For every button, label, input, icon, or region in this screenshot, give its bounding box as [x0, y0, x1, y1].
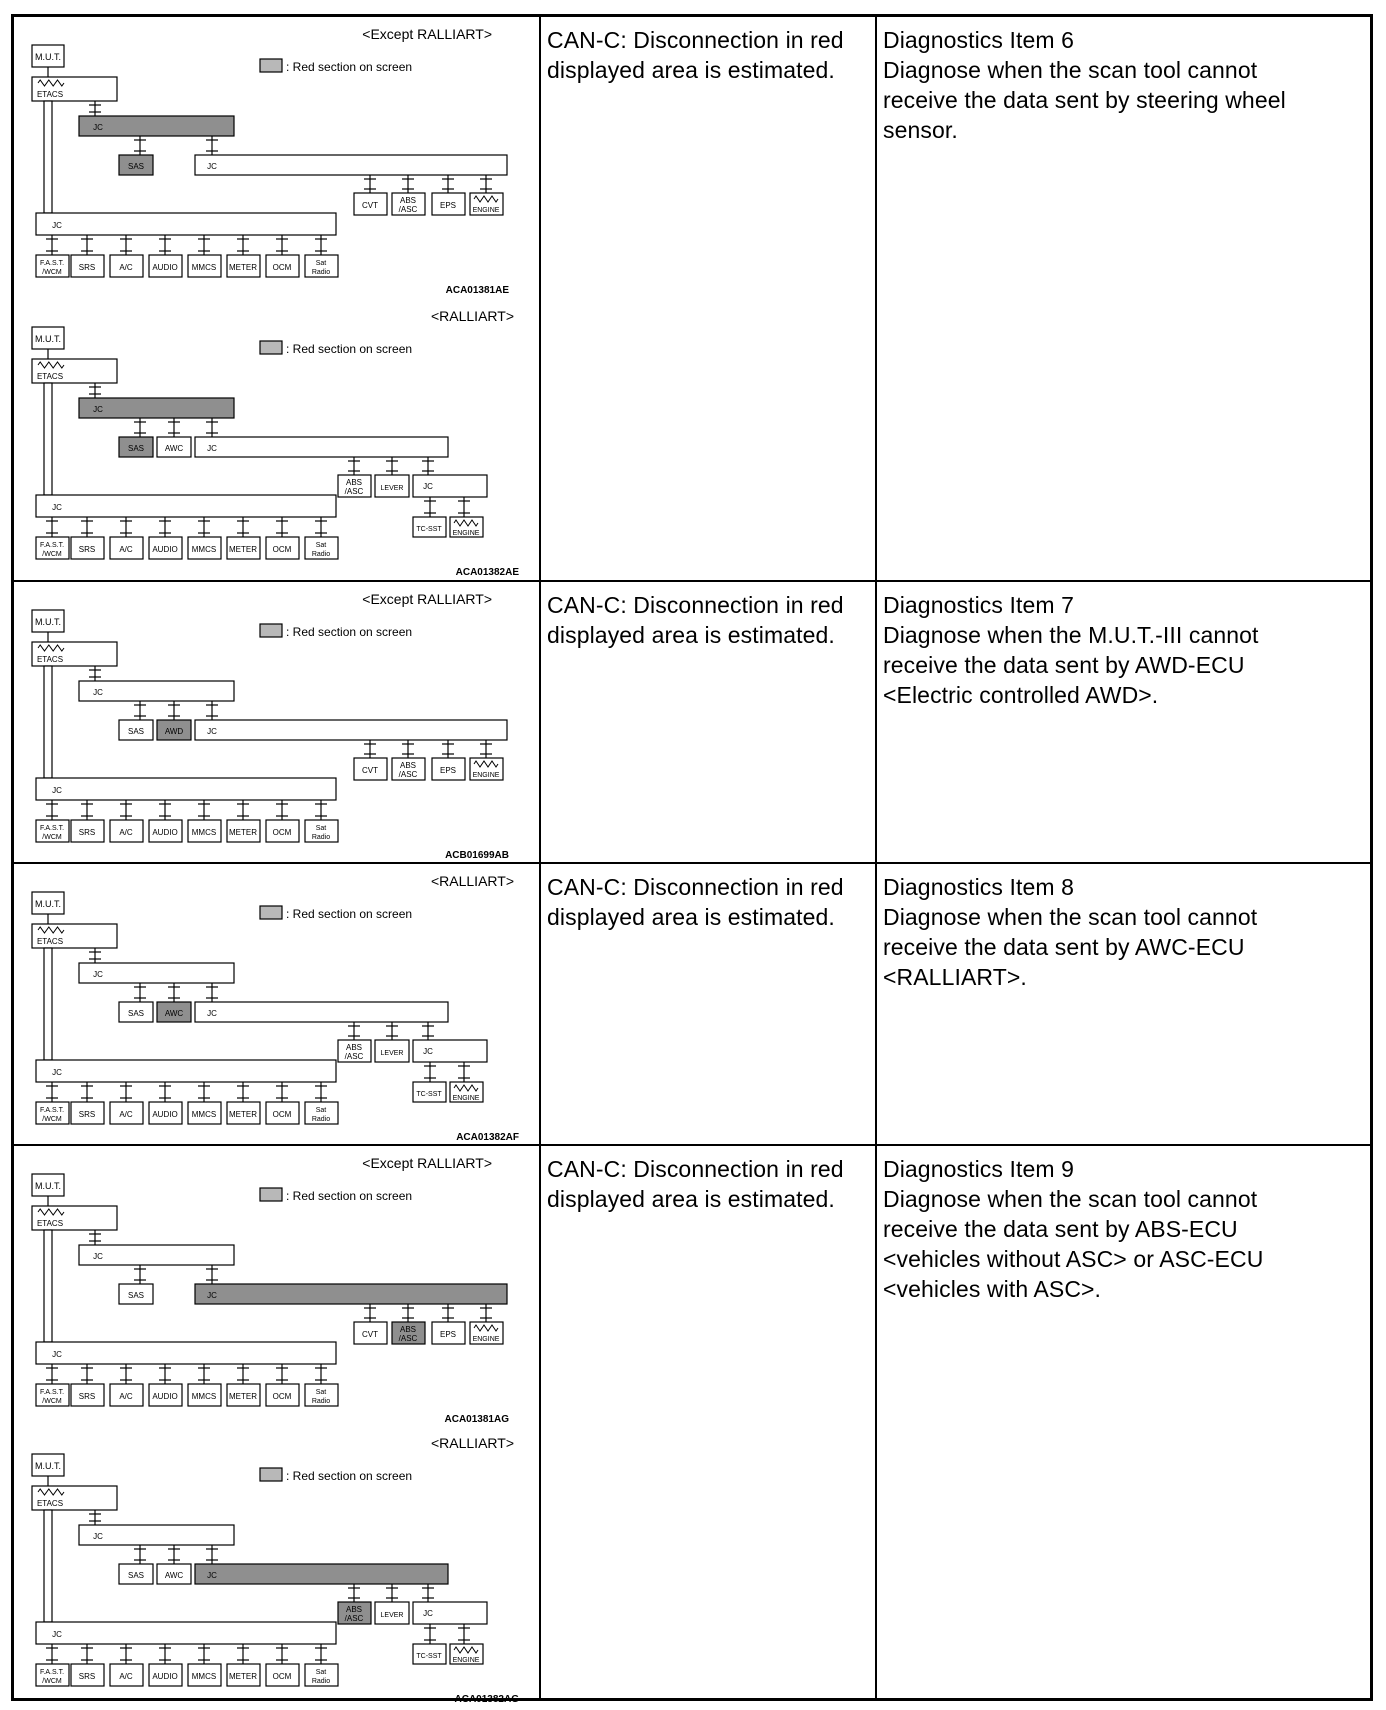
fast-label: F.A.S.T.	[39, 825, 65, 832]
ocm-label: OCM	[272, 1672, 292, 1681]
abs-label: /ASC	[344, 487, 364, 496]
jc-bottom-box	[36, 213, 336, 235]
jc-label: JC	[207, 1571, 217, 1580]
sat-label: Radio	[311, 1116, 331, 1123]
fast-label: /WCM	[42, 1678, 62, 1685]
fast-label: /WCM	[42, 1398, 62, 1405]
legend-text: : Red section on screen	[286, 60, 413, 74]
meter-label: METER	[229, 545, 257, 554]
jc-label: JC	[93, 123, 103, 132]
can-diagram	[14, 582, 541, 862]
status-text: CAN-C: Disconnection in red	[547, 1156, 844, 1182]
sas-label: SAS	[127, 1009, 145, 1018]
engine-label: ENGINE	[452, 1095, 480, 1102]
abs-label: ABS	[345, 1043, 363, 1052]
etacs-label: ETACS	[36, 1219, 64, 1228]
can-diagram	[14, 1426, 541, 1706]
audio-label: AUDIO	[152, 828, 178, 837]
legend-swatch	[260, 1188, 282, 1201]
item-text: Diagnose when the scan tool cannot	[883, 1186, 1258, 1212]
mmcs-label: MMCS	[191, 1672, 217, 1681]
engine-label: ENGINE	[472, 772, 500, 779]
jc-bottom-box	[36, 1060, 336, 1082]
legend-swatch	[260, 341, 282, 354]
sas-label: SAS	[127, 162, 145, 171]
awd-label: AWC	[164, 1571, 184, 1580]
jc-label: JC	[52, 503, 62, 512]
srs-label: SRS	[78, 1392, 96, 1401]
item-text: <RALLIART>.	[883, 964, 1027, 990]
etacs-label: ETACS	[36, 655, 64, 664]
legend-text: : Red section on screen	[286, 342, 413, 356]
sat-label: Radio	[311, 1398, 331, 1405]
ac-label: A/C	[119, 545, 133, 554]
jc-label: JC	[93, 1532, 103, 1541]
status-text: CAN-C: Disconnection in red	[547, 592, 844, 618]
ac-label: A/C	[119, 1392, 133, 1401]
backbone-bus	[44, 948, 52, 1060]
sat-label: Radio	[311, 1678, 331, 1685]
can-diagram	[14, 864, 541, 1144]
item-text: Diagnose when the M.U.T.-III cannot	[883, 622, 1259, 648]
ocm-label: OCM	[272, 1110, 292, 1119]
item-title: Diagnostics Item 7	[883, 592, 1074, 618]
cvt-label: CVT	[362, 766, 378, 775]
legend-swatch	[260, 624, 282, 637]
can-diagram	[14, 1146, 541, 1426]
engine-label: ENGINE	[452, 1657, 480, 1664]
ac-label: A/C	[119, 1110, 133, 1119]
sat-label: Sat	[315, 1389, 327, 1396]
backbone-bus	[44, 1510, 52, 1622]
sas-label: SAS	[127, 444, 145, 453]
abs-label: /ASC	[398, 770, 418, 779]
diagram-caption: <RALLIART>	[430, 308, 514, 324]
fast-label: F.A.S.T.	[39, 1107, 65, 1114]
jc-mid-box	[195, 155, 507, 175]
item-text: <Electric controlled AWD>.	[883, 682, 1159, 708]
tcsst-label: TC-SST	[416, 1091, 442, 1098]
item-text: Diagnose when the scan tool cannot	[883, 904, 1258, 930]
fast-label: F.A.S.T.	[39, 1669, 65, 1676]
table-row	[14, 864, 1370, 1146]
jc-label: JC	[207, 444, 217, 453]
fast-label: /WCM	[42, 269, 62, 276]
status-cell	[541, 1146, 877, 1698]
item-title: Diagnostics Item 8	[883, 874, 1074, 900]
jc-label: JC	[52, 1068, 62, 1077]
jc-mid-box	[195, 720, 507, 740]
status-cell	[541, 17, 877, 580]
abs-label: /ASC	[344, 1052, 364, 1061]
legend-swatch	[260, 59, 282, 72]
status-text: displayed area is estimated.	[547, 904, 835, 930]
fast-label: /WCM	[42, 1116, 62, 1123]
sat-label: Radio	[311, 269, 331, 276]
jc-mid-box	[195, 1564, 448, 1584]
ocm-label: OCM	[272, 828, 292, 837]
sat-label: Sat	[315, 1669, 327, 1676]
jc-label: JC	[207, 162, 217, 171]
jc-bottom-box	[36, 778, 336, 800]
status-text: CAN-C: Disconnection in red	[547, 27, 844, 53]
fast-label: F.A.S.T.	[39, 260, 65, 267]
sat-label: Radio	[311, 834, 331, 841]
jc-bottom-box	[36, 1622, 336, 1644]
jc-label: JC	[93, 970, 103, 979]
sat-label: Sat	[315, 542, 327, 549]
jc-bottom-box	[36, 1342, 336, 1364]
jc-label: JC	[207, 1009, 217, 1018]
status-text: displayed area is estimated.	[547, 1186, 835, 1212]
item-text: Diagnose when the scan tool cannot	[883, 57, 1258, 83]
diagnostics-table	[11, 14, 1373, 1705]
sas-label: SAS	[127, 1291, 145, 1300]
meter-label: METER	[229, 263, 257, 272]
etacs-label: ETACS	[36, 372, 64, 381]
mmcs-label: MMCS	[191, 545, 217, 554]
abs-label: /ASC	[344, 1614, 364, 1623]
jc-bottom-box	[36, 495, 336, 517]
status-cell	[541, 582, 877, 862]
engine-label: ENGINE	[452, 530, 480, 537]
item-cell	[877, 17, 1370, 580]
tcsst-label: TC-SST	[416, 526, 442, 533]
item-text: receive the data sent by ABS-ECU	[883, 1216, 1238, 1242]
lever-label: LEVER	[380, 1050, 404, 1057]
diagram-caption: <Except RALLIART>	[362, 1155, 492, 1171]
audio-label: AUDIO	[152, 1672, 178, 1681]
srs-label: SRS	[78, 545, 96, 554]
mmcs-label: MMCS	[191, 263, 217, 272]
fast-label: F.A.S.T.	[39, 542, 65, 549]
backbone-bus	[44, 383, 52, 495]
audio-label: AUDIO	[152, 1110, 178, 1119]
diagram-caption: <Except RALLIART>	[362, 591, 492, 607]
sas-label: SAS	[127, 727, 145, 736]
item-text: <vehicles without ASC> or ASC-ECU	[883, 1246, 1264, 1272]
item-text: receive the data sent by AWC-ECU	[883, 934, 1245, 960]
abs-label: ABS	[399, 1325, 417, 1334]
ocm-label: OCM	[272, 1392, 292, 1401]
table-row	[14, 17, 1370, 582]
audio-label: AUDIO	[152, 545, 178, 554]
status-text: displayed area is estimated.	[547, 622, 835, 648]
fast-label: /WCM	[42, 551, 62, 558]
item-text: sensor.	[883, 117, 958, 143]
item-cell	[877, 582, 1370, 862]
can-diagram	[14, 17, 541, 297]
ac-label: A/C	[119, 263, 133, 272]
item-title: Diagnostics Item 6	[883, 27, 1074, 53]
diagram-caption: <Except RALLIART>	[362, 26, 492, 42]
meter-label: METER	[229, 1392, 257, 1401]
ocm-label: OCM	[272, 545, 292, 554]
ocm-label: OCM	[272, 263, 292, 272]
lever-label: LEVER	[380, 485, 404, 492]
ac-label: A/C	[119, 1672, 133, 1681]
item-title: Diagnostics Item 9	[883, 1156, 1074, 1182]
mut-label: M.U.T.	[35, 1461, 61, 1471]
can-diagram	[14, 299, 541, 579]
sat-label: Sat	[315, 260, 327, 267]
diagram-cell	[14, 582, 541, 862]
srs-label: SRS	[78, 1110, 96, 1119]
item-text: receive the data sent by steering wheel	[883, 87, 1286, 113]
sas-label: SAS	[127, 1571, 145, 1580]
diagram-caption: <RALLIART>	[430, 1435, 514, 1451]
jc-label: JC	[52, 221, 62, 230]
cvt-label: CVT	[362, 1330, 378, 1339]
sat-label: Sat	[315, 825, 327, 832]
item-text: <vehicles with ASC>.	[883, 1276, 1102, 1302]
jc-label: JC	[207, 1291, 217, 1300]
abs-label: ABS	[399, 761, 417, 770]
engine-label: ENGINE	[472, 207, 500, 214]
lever-label: LEVER	[380, 1612, 404, 1619]
srs-label: SRS	[78, 263, 96, 272]
abs-label: /ASC	[398, 1334, 418, 1343]
mut-label: M.U.T.	[35, 1181, 61, 1191]
audio-label: AUDIO	[152, 263, 178, 272]
awd-label: AWD	[164, 727, 184, 736]
diagram-cell	[14, 17, 541, 580]
backbone-bus	[44, 1230, 52, 1342]
meter-label: METER	[229, 828, 257, 837]
jc-label: JC	[93, 688, 103, 697]
fast-label: F.A.S.T.	[39, 1389, 65, 1396]
abs-label: ABS	[345, 1605, 363, 1614]
sat-label: Sat	[315, 1107, 327, 1114]
jc-mid-box	[195, 1284, 507, 1304]
legend-text: : Red section on screen	[286, 625, 413, 639]
item-text: receive the data sent by AWD-ECU	[883, 652, 1245, 678]
mut-label: M.U.T.	[35, 334, 61, 344]
jc-label: JC	[93, 1252, 103, 1261]
mut-label: M.U.T.	[35, 899, 61, 909]
figure-code: ACA01382AE	[455, 567, 519, 578]
awd-label: AWC	[164, 444, 184, 453]
status-text: CAN-C: Disconnection in red	[547, 874, 844, 900]
table-row	[14, 582, 1370, 864]
status-cell	[541, 864, 877, 1144]
jc-label: JC	[423, 1609, 433, 1618]
item-cell	[877, 1146, 1370, 1698]
fast-label: /WCM	[42, 834, 62, 841]
mmcs-label: MMCS	[191, 828, 217, 837]
backbone-bus	[44, 666, 52, 778]
backbone-bus	[44, 101, 52, 213]
table-row	[14, 1146, 1370, 1705]
jc-label: JC	[423, 482, 433, 491]
meter-label: METER	[229, 1110, 257, 1119]
jc-label: JC	[52, 1630, 62, 1639]
mut-label: M.U.T.	[35, 52, 61, 62]
awd-label: AWC	[164, 1009, 184, 1018]
abs-label: /ASC	[398, 205, 418, 214]
jc-mid-box	[195, 1002, 448, 1022]
status-text: displayed area is estimated.	[547, 57, 835, 83]
etacs-label: ETACS	[36, 1499, 64, 1508]
cvt-label: CVT	[362, 201, 378, 210]
item-cell	[877, 864, 1370, 1144]
legend-text: : Red section on screen	[286, 1189, 413, 1203]
etacs-label: ETACS	[36, 937, 64, 946]
legend-swatch	[260, 906, 282, 919]
diagram-cell	[14, 1146, 541, 1705]
tcsst-label: TC-SST	[416, 1653, 442, 1660]
eps-label: EPS	[439, 201, 457, 210]
audio-label: AUDIO	[152, 1392, 178, 1401]
abs-label: ABS	[345, 478, 363, 487]
figure-code: ACA01382AG	[454, 1694, 519, 1705]
mmcs-label: MMCS	[191, 1110, 217, 1119]
jc-label: JC	[52, 786, 62, 795]
jc-label: JC	[423, 1047, 433, 1056]
ac-label: A/C	[119, 828, 133, 837]
jc-label: JC	[93, 405, 103, 414]
figure-code: ACA01381AG	[444, 1414, 509, 1425]
eps-label: EPS	[439, 766, 457, 775]
legend-text: : Red section on screen	[286, 907, 413, 921]
eps-label: EPS	[439, 1330, 457, 1339]
sat-label: Radio	[311, 551, 331, 558]
srs-label: SRS	[78, 1672, 96, 1681]
figure-code: ACA01381AE	[445, 285, 509, 296]
figure-code: ACA01382AF	[456, 1132, 519, 1143]
engine-label: ENGINE	[472, 1336, 500, 1343]
jc-label: JC	[207, 727, 217, 736]
mmcs-label: MMCS	[191, 1392, 217, 1401]
srs-label: SRS	[78, 828, 96, 837]
jc-mid-box	[195, 437, 448, 457]
diagram-caption: <RALLIART>	[430, 873, 514, 889]
legend-text: : Red section on screen	[286, 1469, 413, 1483]
etacs-label: ETACS	[36, 90, 64, 99]
diagram-cell	[14, 864, 541, 1144]
legend-swatch	[260, 1468, 282, 1481]
jc-label: JC	[52, 1350, 62, 1359]
meter-label: METER	[229, 1672, 257, 1681]
mut-label: M.U.T.	[35, 617, 61, 627]
abs-label: ABS	[399, 196, 417, 205]
figure-code: ACB01699AB	[445, 850, 509, 861]
